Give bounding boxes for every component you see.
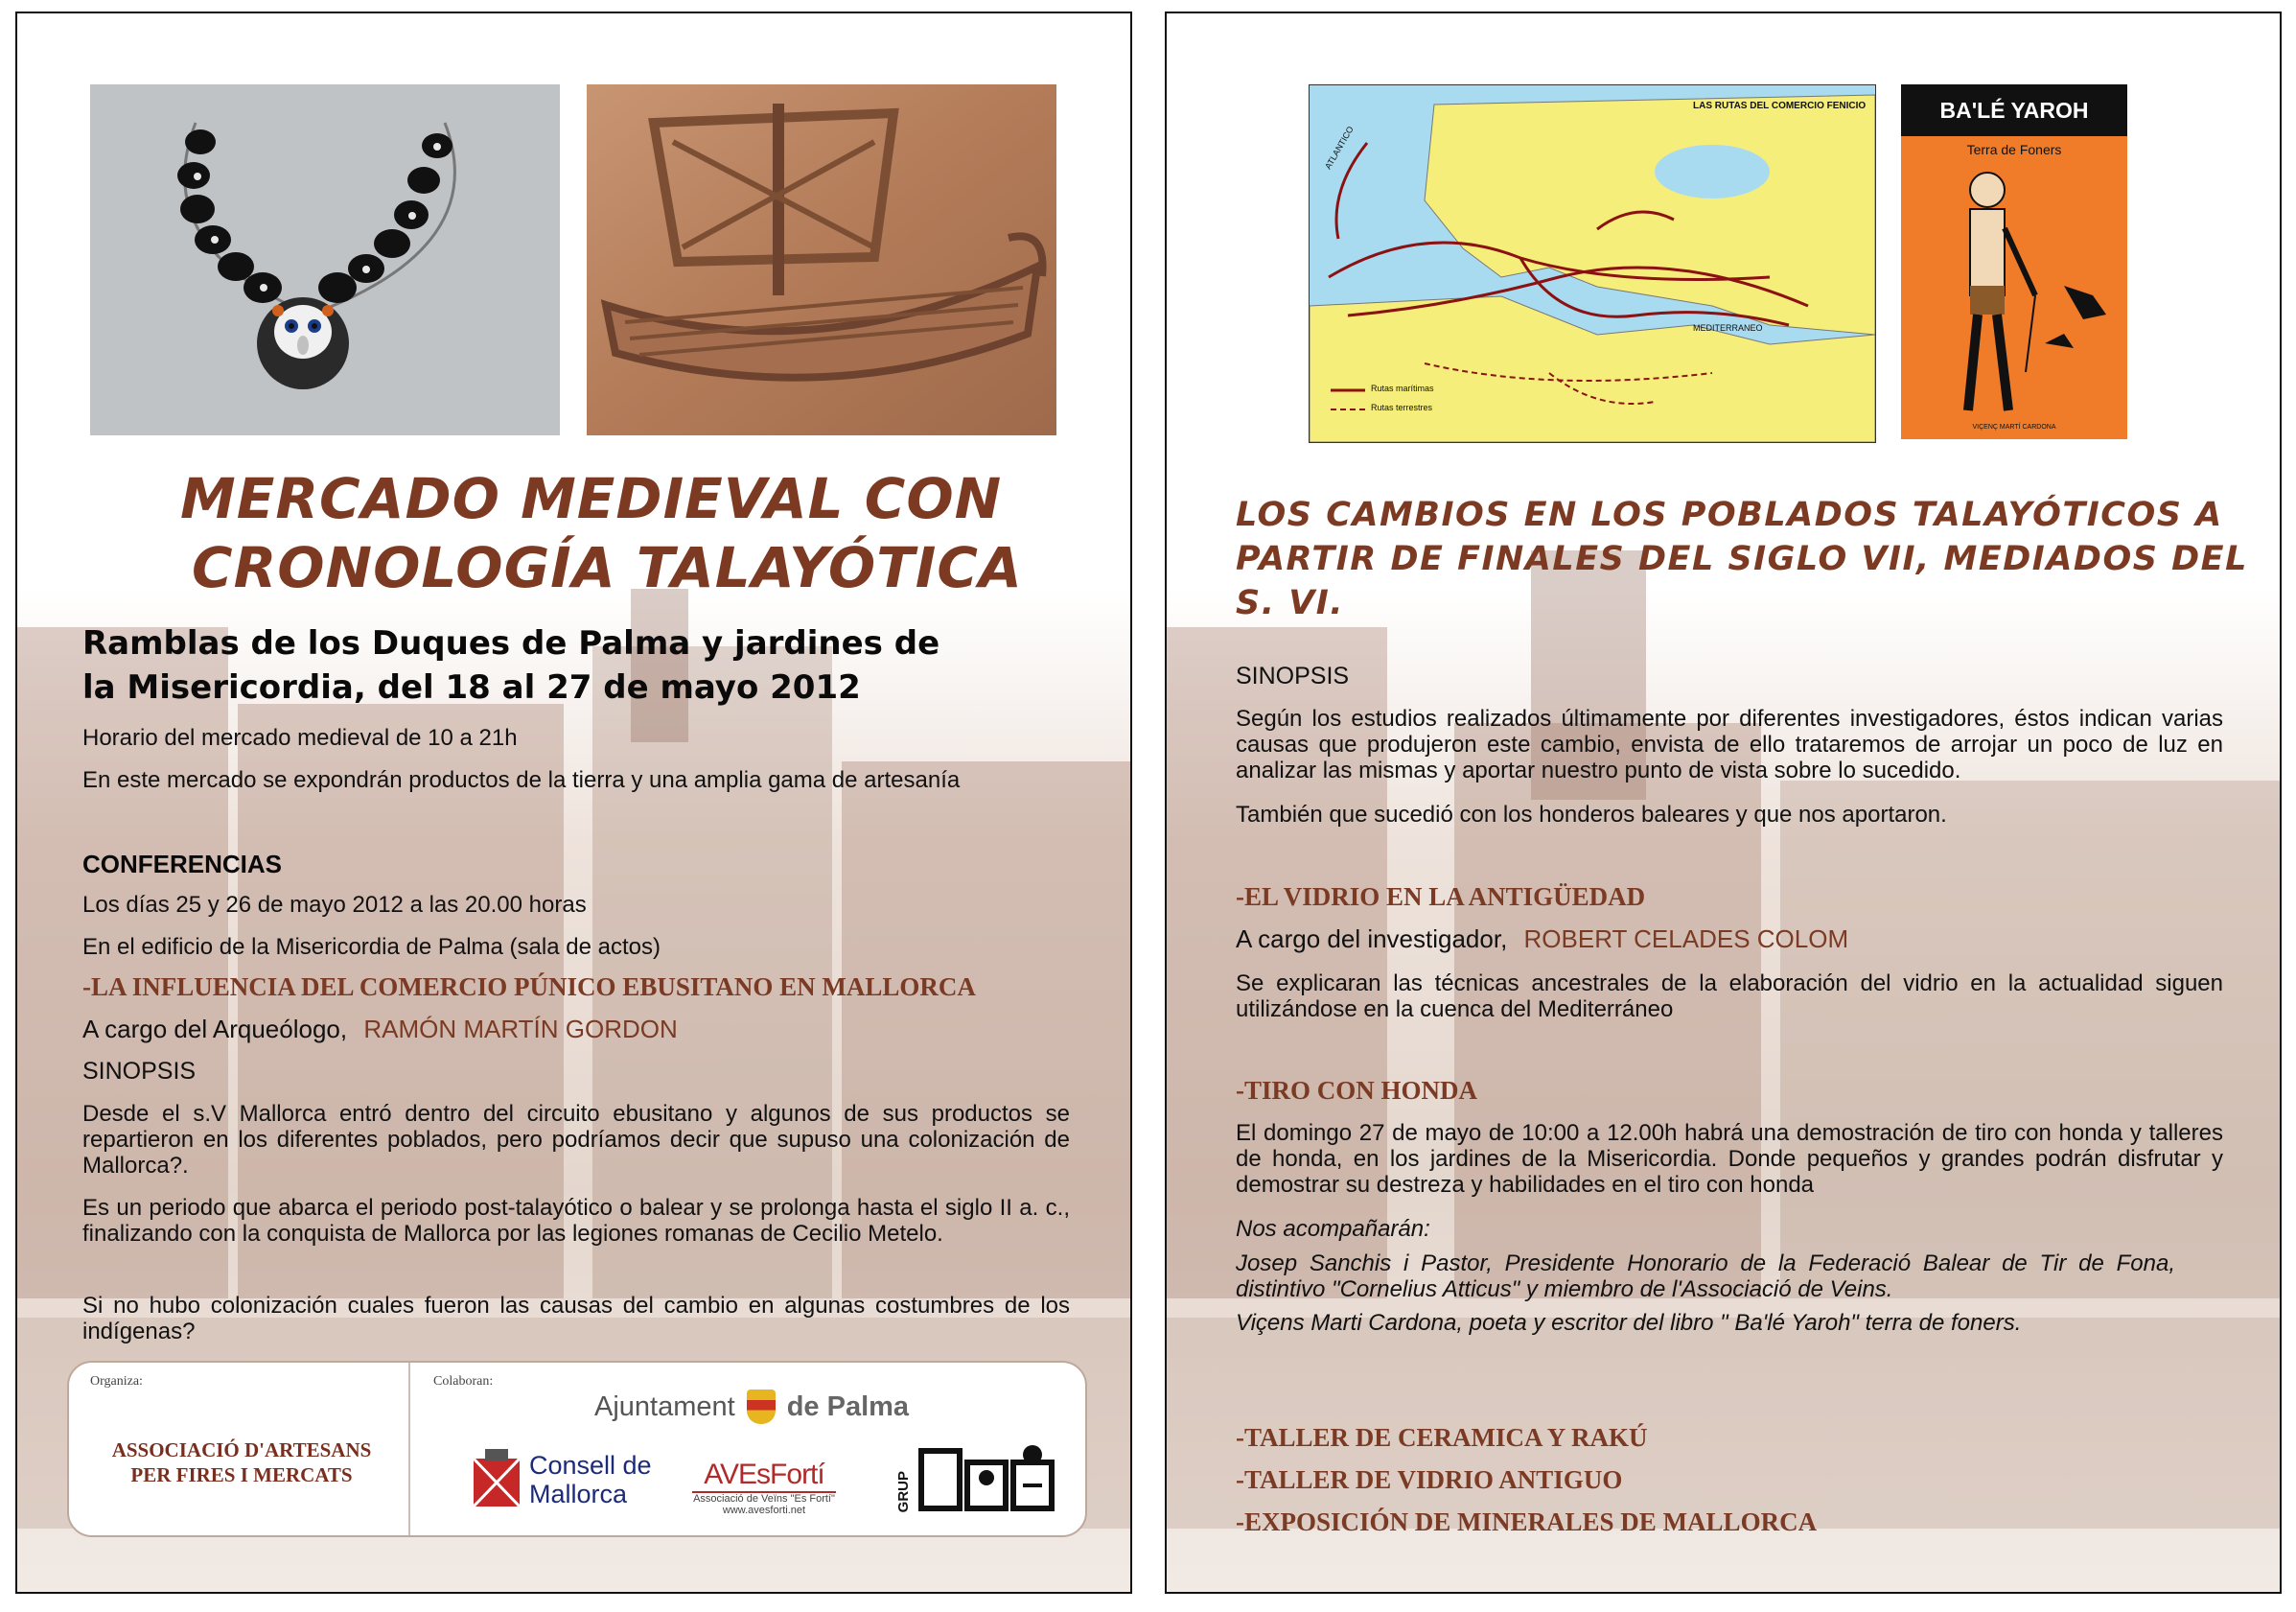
synopsis-paragraph-1: Según los estudios realizados últimamente por diferentes investigadores, éstos indican varias causas que produjeron este cambio, envista de ello trataremos de arrojar un poco de luz en analizar las mismas y aportar nuestro punto de vista sobre lo sucedido.	[1236, 706, 2223, 783]
avesforti-web: www.avesforti.net	[722, 1505, 806, 1516]
talk-speaker	[82, 1016, 678, 1042]
glass-bead-necklace-photo	[90, 84, 560, 435]
assoc-line1: ASSOCIACIÓ D'ARTESANS	[111, 1438, 372, 1461]
synopsis-label: SINOPSIS	[82, 1058, 197, 1085]
conference-dates: Los días 25 y 26 de mayo 2012 a las 20.00 horas	[82, 892, 587, 918]
minerals-exhibition: -EXPOSICIÓN DE MINERALES DE MALLORCA	[1236, 1507, 1818, 1536]
map-title: LAS RUTAS DEL COMERCIO FENICIO	[1693, 101, 1867, 111]
book-subtitle: Terra de Foners	[1966, 142, 2062, 157]
grup-mascot-icon	[917, 1443, 1061, 1512]
organizer-association	[79, 1437, 405, 1487]
ajuntament-text: Ajuntament	[594, 1390, 735, 1422]
synopsis-paragraph-2: También que sucedió con los honderos baleares y que nos aportaron.	[1236, 802, 1947, 828]
grup-logo	[895, 1443, 1061, 1512]
glass-speaker-prefix: A cargo del investigador,	[1236, 924, 1508, 953]
market-description: En este mercado se expondrán productos de la tierra y una amplia gama de artesanía	[82, 767, 961, 793]
synopsis-paragraph-2: Es un periodo que abarca el periodo post-talayótico o balear y se prolonga hasta el siglo II a. c., finalizando con la conquista de Mallorca por las legiones romanas de Cecilio Metelo.	[82, 1195, 1070, 1247]
right-flyer-page	[1165, 12, 2282, 1594]
consell-mallorca-logo	[472, 1449, 652, 1510]
organiza-label: Organiza:	[90, 1374, 143, 1389]
workshop-glass: -TALLER DE VIDRIO ANTIGUO	[1236, 1465, 1623, 1494]
talk-title: -LA INFLUENCIA DEL COMERCIO PÚNICO EBUSITANO EN MALLORCA	[82, 972, 976, 1001]
map-legend-land: Rutas terrestres	[1371, 403, 1433, 412]
ajuntament-palma-logo	[594, 1390, 909, 1424]
event-location-line2: la Misericordia, del 18 al 27 de mayo 2012	[82, 668, 861, 707]
sling-section-title: -TIRO CON HONDA	[1236, 1076, 1478, 1105]
grup-text: GRUP	[895, 1470, 912, 1512]
talk-title-line1: LOS CAMBIOS EN LOS POBLADOS TALAYÓTICOS A	[1236, 496, 2223, 534]
sling-description: El domingo 27 de mayo de 10:00 a 12.00h habrá una demostración de tiro con honda y talleres de honda, en los jardines de la Misericordia. Donde pequeños y grandes podrán disfrutar y demostrar su destreza y habilidades en el tiro con honda	[1236, 1120, 2223, 1198]
guest-1: Josep Sanchis i Pastor, Presidente Honorario de la Federació Balear de Tir de Fona, distintivo "Cornelius Atticus" y miembro de l'Associació de Veins.	[1236, 1250, 2175, 1302]
glass-speaker	[1236, 926, 1848, 952]
glass-description: Se explicaran las técnicas ancestrales de la elaboración del vidrio en la actualidad siguen utilizándose en la cuenca del Mediterráneo	[1236, 970, 2223, 1022]
book-author: VIÇENÇ MARTÍ CARDONA	[1972, 424, 2056, 431]
consell-line1: Consell de	[529, 1451, 652, 1480]
accompany-label: Nos acompañarán:	[1236, 1216, 1430, 1242]
ship-relief-photo	[587, 84, 1056, 435]
speaker-prefix: A cargo del Arqueólogo,	[82, 1015, 348, 1043]
event-location-line1: Ramblas de los Duques de Palma y jardines de	[82, 624, 940, 663]
avesforti-text: AVEsFortí	[692, 1459, 836, 1493]
consell-line2: Mallorca	[529, 1480, 628, 1508]
de-palma-text: de Palma	[786, 1390, 910, 1422]
synopsis-paragraph-3: Si no hubo colonización cuales fueron las causas del cambio en algunas costumbres de los indígenas?	[82, 1293, 1070, 1344]
left-flyer-page	[15, 12, 1132, 1594]
avesforti-sub: Associació de Veïns "Es Fortí"	[693, 1493, 835, 1505]
workshop-ceramics: -TALLER DE CERAMICA Y RAKÚ	[1236, 1423, 1648, 1452]
avesforti-logo	[692, 1459, 836, 1516]
colaboran-label: Colaboran:	[433, 1374, 494, 1389]
map-atlantic-label: ATLANTICO	[1323, 124, 1356, 172]
map-sea-label: MEDITERRANEO	[1693, 323, 1763, 333]
book-title: BA'LÉ YAROH	[1939, 98, 2089, 123]
map-legend-sea: Rutas marítimas	[1371, 384, 1434, 393]
organizers-box	[67, 1361, 1087, 1537]
market-schedule: Horario del mercado medieval de 10 a 21h	[82, 725, 518, 751]
slinger-figure-icon	[1901, 152, 2127, 439]
guest-2: Viçens Marti Cardona, poeta y escritor del libro " Ba'lé Yaroh" terra de foners.	[1236, 1310, 2022, 1336]
event-title-line1: MERCADO MEDIEVAL CON	[180, 466, 1003, 531]
speaker-name: RAMÓN MARTÍN GORDON	[363, 1015, 678, 1043]
glass-speaker-name: ROBERT CELADES COLOM	[1523, 924, 1849, 953]
consell-crest-icon	[472, 1449, 522, 1510]
conferences-heading: CONFERENCIAS	[82, 850, 283, 878]
palma-crest-icon	[747, 1390, 776, 1424]
event-title-line2: CRONOLOGÍA TALAYÓTICA	[192, 535, 1023, 600]
conference-place: En el edificio de la Misericordia de Palma (sala de actos)	[82, 934, 661, 960]
talk-title-line2: PARTIR DE FINALES DEL SIGLO VII, MEDIADOS DEL S. VI.	[1236, 540, 2248, 622]
assoc-line2: PER FIRES I MERCATS	[130, 1463, 353, 1486]
book-cover-balé-yaroh	[1901, 84, 2127, 439]
glass-section-title: -EL VIDRIO EN LA ANTIGÜEDAD	[1236, 882, 1646, 911]
synopsis-paragraph-1: Desde el s.V Mallorca entró dentro del circuito ebusitano y algunos de sus productos se repartieron en los diferentes poblados, pero podríamos decir que supuso una colonización de Mallorca?.	[82, 1101, 1070, 1179]
synopsis-label: SINOPSIS	[1236, 663, 1350, 689]
phoenician-trade-routes-map	[1309, 84, 1876, 443]
